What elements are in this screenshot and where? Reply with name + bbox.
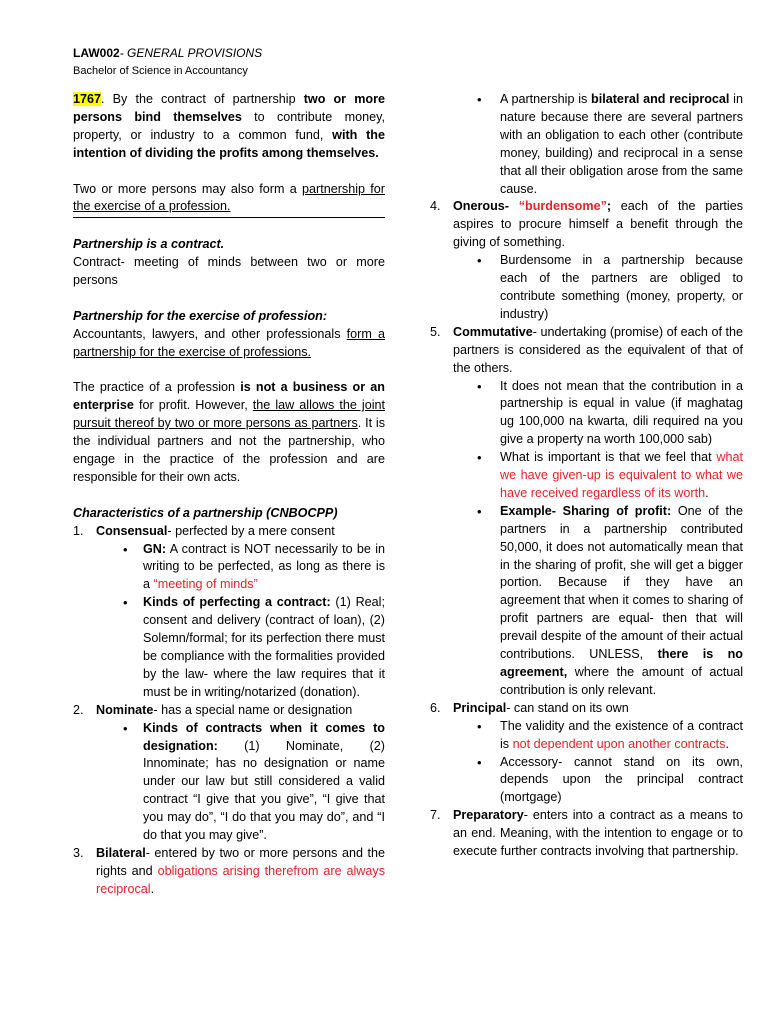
article-number: 1767: [73, 92, 102, 106]
bullet-kinds-perfecting: • Kinds of perfecting a contract: (1) Real; consent and delivery (contract of loan), (2) Solemn/formal; for its perfection there must be compliance with the formalities provided by the law- where the law requires that it must be in writing/notarized (donation).: [123, 595, 385, 699]
bullet-gn: • GN: A contract is NOT necessarily to be in writing to be perfected, as long as there is a “meeting of minds”: [123, 541, 385, 592]
bullet-validity: • The validity and the existence of a contract is not dependent upon another contracts.: [477, 718, 743, 751]
list-item-nominate: 2. Nominate- has a special name or designation: [73, 702, 353, 717]
right-column: [430, 91, 743, 861]
bullet-icon: •: [477, 503, 482, 519]
list-item-principal: 6. Principal- can stand on its own: [430, 700, 629, 715]
profession-paragraph: Two or more persons may also form a partnership for the exercise of a profession.: [73, 181, 385, 219]
article-1767: 1767. By the contract of partnership two or more persons bind themselves to contribute money, property, or industry to a common fund, with the intention of dividing the profits among themselves.: [73, 92, 386, 160]
bullet-icon: •: [123, 720, 128, 736]
list-item-commutative: 5. Commutative- undertaking (promise) of each of the partners is considered as the equivalent of that of the others.: [430, 324, 743, 375]
list-item-onerous: 4. Onerous- “burdensome”; each of the parties aspires to procure himself a benefit through the giving of something.: [430, 199, 743, 250]
bullet-example-profit: • Example- Sharing of profit: One of the partners in a partnership contributed 50,000, it does not automatically mean that in the sharing of profit, she will get a bigger portion. Because if they have an agreement that when it comes to sharing of profit partners are equal- then that will prevail despite of the amount of their actual contributions. UNLESS, there is no agreement, where the amount of actual contribution is only relevant.: [477, 503, 744, 697]
bullet-bilateral-reciprocal: • A partnership is bilateral and reciprocal in nature because there are several partners with an obligation to each other (contribute money, building) and reciprocal in a sense that all their obligation arose from the same cause.: [477, 92, 743, 196]
practice-paragraph: The practice of a profession is not a business or an enterprise for profit. However, the law allows the joint pursuit thereof by two or more persons as partners. It is the individual partners and not the partnership, who engage in the practice of the profession and are responsible for their own acts.: [73, 380, 386, 484]
heading-characteristics: Characteristics of a partnership (CNBOCPP): [73, 505, 338, 520]
bullet-icon: •: [123, 541, 128, 557]
program-name: Bachelor of Science in Accountancy: [73, 65, 248, 77]
bullet-icon: •: [477, 718, 482, 734]
heading-partnership-contract: Partnership is a contract.: [73, 237, 225, 252]
list-item-consensual: 1. Consensual- perfected by a mere consent: [73, 523, 335, 538]
bullet-icon: •: [123, 595, 128, 611]
contract-definition: Contract- meeting of minds between two or more persons: [73, 255, 385, 288]
course-code: LAW002: [73, 46, 120, 60]
document-header: [73, 44, 262, 78]
list-item-bilateral: 3. Bilateral- entered by two or more persons and the rights and obligations arising therefrom are always reciprocal.: [73, 845, 385, 896]
bullet-icon: •: [477, 92, 482, 107]
bullet-not-equal: • It does not mean that the contribution in a partnership is equal in value (if maghatag ug 100,000 na kwarta, dili required na you give a property na worth 100,000 sab): [477, 378, 743, 447]
heading-profession: Partnership for the exercise of profession:: [73, 308, 328, 323]
bullet-accessory: • Accessory- cannot stand on its own, depends upon the principal contract (mortgage): [477, 754, 743, 805]
course-name: - GENERAL PROVISIONS: [119, 46, 263, 60]
bullet-icon: •: [477, 378, 482, 394]
bullet-kinds-designation: • Kinds of contracts when it comes to designation: (1) Nominate, (2) Innominate; has no designation or name under our law but still considered a valid contract “I give that you give”, “I give that you may do”, “I do that you may do”, and “I do that you may give”.: [123, 720, 385, 843]
profession-body: Accountants, lawyers, and other professionals form a partnership for the exercise of professions.: [73, 326, 385, 359]
list-item-preparatory: 7. Preparatory- enters into a contract as a means to an end. Meaning, with the intention to engage or to execute further contracts involving that partnership.: [430, 808, 743, 859]
bullet-icon: •: [477, 253, 482, 269]
course-title: [73, 44, 262, 62]
bullet-icon: •: [477, 450, 482, 466]
bullet-burdensome: • Burdensome in a partnership because each of the partners are obliged to contribute something (money, property, or industry): [477, 253, 743, 321]
bullet-what-is-important: • What is important is that we feel that what we have given-up is equivalent to what we have received regardless of its worth.: [477, 450, 743, 500]
bullet-icon: •: [477, 754, 482, 770]
left-column: [73, 91, 385, 899]
